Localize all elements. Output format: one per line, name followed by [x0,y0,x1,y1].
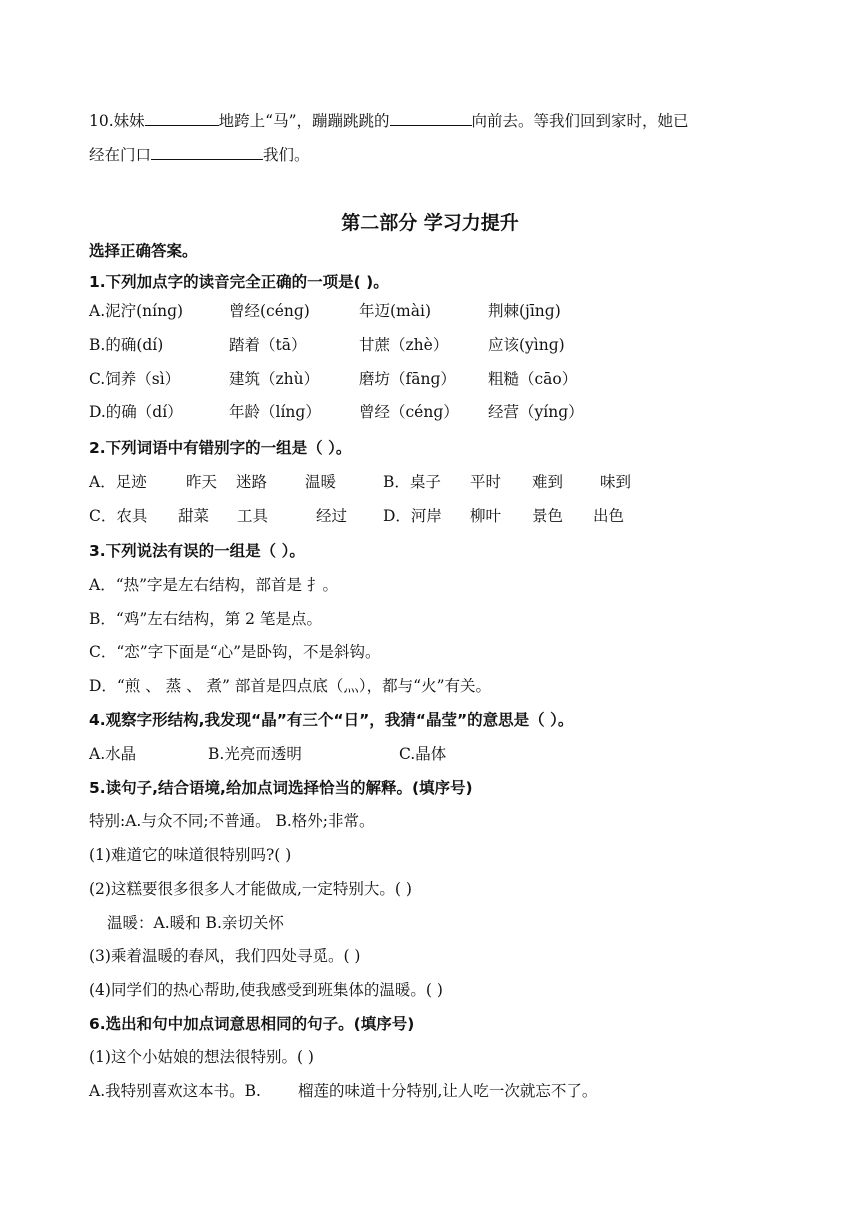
q1-a-4: 荆棘(jīnɡ) [488,302,561,320]
q1-a-1: A.泥泞(nínɡ) [89,302,184,320]
q2-a-4: 温暖 [305,473,337,491]
part-title: 第二部分 学习力提升 [341,212,519,234]
q6-option-b: 榴莲的味道十分特别,让人吃一次就忘不了。 [298,1082,598,1100]
q2-a-1: A．足迹 [89,473,147,491]
q2-d-1: D．河岸 [383,507,442,525]
q2-c-1: C．农具 [89,507,148,525]
q3-option-c: C．“恋”字下面是“心”是卧钩，不是斜钩。 [89,643,381,661]
q4-stem: 4.观察字形结构,我发现“晶”有三个“日”，我猜“晶莹”的意思是（ ）。 [89,711,574,729]
q5-sentence-4: (4)同学们的热心帮助,使我感受到班集体的温暖。( ) [89,981,443,999]
q1-c-2: 建筑（zhù） [229,370,320,388]
q2-a-2: 昨天 [186,473,218,491]
q3-option-d: D．“煎 、 蒸 、 煮” 部首是四点底（灬），都与“火”有关。 [89,677,492,695]
q1-c-4: 粗糙（cāo） [488,370,578,388]
q5-definition-1: 特别:A.与众不同;不普通。 B.格外;非常。 [89,812,375,830]
q4-option-a: A.水晶 [89,745,137,763]
q2-c-4: 经过 [316,507,348,525]
q6-stem: 6.选出和句中加点词意思相同的句子。(填序号) [89,1015,415,1033]
q2-b-2: 平时 [470,473,502,491]
q1-c-1: C.饲养（sì） [89,370,181,388]
q10-text-d: 经在门口 [89,146,152,164]
q1-b-3: 甘蔗（zhè） [359,336,449,354]
q3-option-a: A．“热”字是左右结构，部首是 扌。 [89,576,338,594]
q6-sentence-1: (1)这个小姑娘的想法很特别。( ) [89,1048,314,1066]
q1-b-4: 应该(yìnɡ) [488,336,565,354]
q3-option-b: B．“鸡”左右结构，第 2 笔是点。 [89,610,322,628]
q1-stem: 1.下列加点字的读音完全正确的一项是( )。 [89,273,389,291]
q2-d-4: 出色 [593,507,625,525]
q10-blank-3[interactable] [151,145,263,160]
q1-d-4: 经营（yínɡ） [488,403,584,421]
q10-blank-2[interactable] [390,111,472,126]
q1-b-2: 踏着（tā） [229,336,307,354]
q1-d-1: D.的确（dí） [89,403,183,421]
section-heading: 选择正确答案。 [89,242,198,260]
q2-b-3: 难到 [532,473,564,491]
q10-text-e: 我们。 [263,146,310,164]
q2-c-3: 工具 [237,507,269,525]
q10-text-b: 地跨上“马”，蹦蹦跳跳的 [218,112,390,130]
q10-line-2 [89,144,310,166]
q4-option-c: C.晶体 [399,745,447,763]
q1-a-2: 曾经(cénɡ) [229,302,310,320]
q5-definition-2: 温暖：A.暖和 B.亲切关怀 [107,914,284,932]
q1-c-3: 磨坊（fānɡ） [359,370,456,388]
q6-option-a: A.我特别喜欢这本书。B. [89,1082,261,1100]
q10-text-a: 10.妹妹 [89,112,145,130]
q3-stem: 3.下列说法有误的一组是（ ）。 [89,542,305,560]
q5-stem: 5.读句子,结合语境,给加点词选择恰当的解释。(填序号) [89,779,473,797]
q1-d-3: 曾经（cénɡ） [359,403,459,421]
q10-line-1 [89,110,689,132]
q2-d-2: 柳叶 [470,507,502,525]
q5-sentence-3: (3)乘着温暖的春风，我们四处寻觅。( ) [89,947,361,965]
q2-stem: 2.下列词语中有错别字的一组是（ ）。 [89,439,352,457]
q2-d-3: 景色 [532,507,564,525]
q1-b-1: B.的确(dí) [89,336,164,354]
q2-c-2: 甜菜 [178,507,210,525]
q2-b-4: 味到 [600,473,632,491]
q10-text-c: 向前去。等我们回到家时，她已 [471,112,689,130]
q2-a-3: 迷路 [236,473,268,491]
q2-b-1: B．桌子 [383,473,441,491]
q1-a-3: 年迈(mài) [359,302,431,320]
q5-sentence-1: (1)难道它的味道很特别吗?( ) [89,846,292,864]
q1-d-2: 年龄（línɡ） [229,403,321,421]
q5-sentence-2: (2)这糕要很多很多人才能做成,一定特别大。( ) [89,880,412,898]
q10-blank-1[interactable] [145,111,219,126]
q4-option-b: B.光亮而透明 [208,745,302,763]
